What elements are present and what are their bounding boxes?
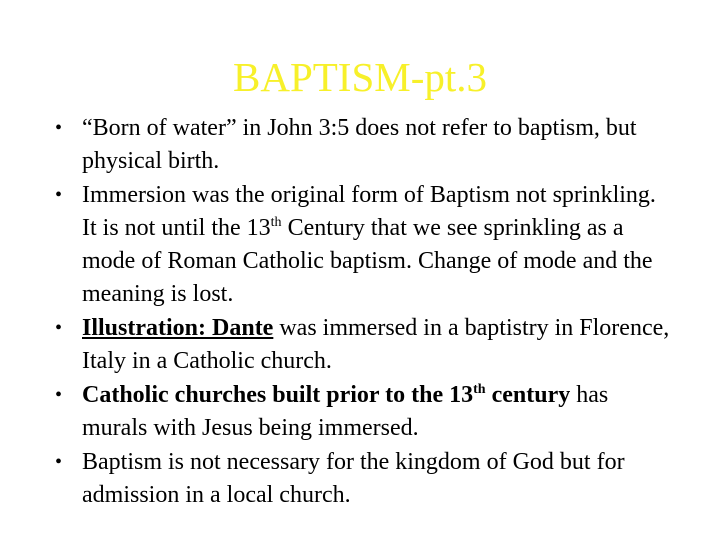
ordinal-suffix: th [473,382,486,397]
bullet-text: Immersion was the original form of Baptism not sprinkling. It is not until the 13 [82,182,656,241]
bullet-text: Century that we see sprinkling as a mode of Roman Catholic baptism. Change of mode and the meaning is lost. [82,215,653,307]
bullet-text: “Born of water” in John 3:5 does not refer to baptism, but physical birth. [82,115,637,174]
bullet-item [55,179,675,311]
bullet-icon: • [55,451,63,473]
bullet-icon: • [55,117,63,139]
bullet-emphasis: Illustration: Dante [82,315,274,341]
bullet-item [55,379,675,445]
ordinal-suffix: th [270,215,282,230]
bullet-item [55,312,675,378]
bullet-icon: • [55,317,63,339]
bullet-icon: • [55,184,63,206]
bullet-icon: • [55,384,63,406]
bullet-emphasis: Catholic churches built prior to the 13 [82,382,474,408]
bullet-item [55,112,675,178]
bullet-text: has murals with Jesus being immersed. [82,382,609,441]
slide-title: BAPTISM-pt.3 [232,54,487,100]
bullet-emphasis: century [485,382,571,408]
bullet-item [55,446,675,512]
bullet-text: Baptism is not necessary for the kingdom of God but for admission in a local church. [82,449,625,508]
bullet-text: was immersed in a baptistry in Florence, Italy in a Catholic church. [82,315,670,374]
bullet-list [55,112,675,513]
